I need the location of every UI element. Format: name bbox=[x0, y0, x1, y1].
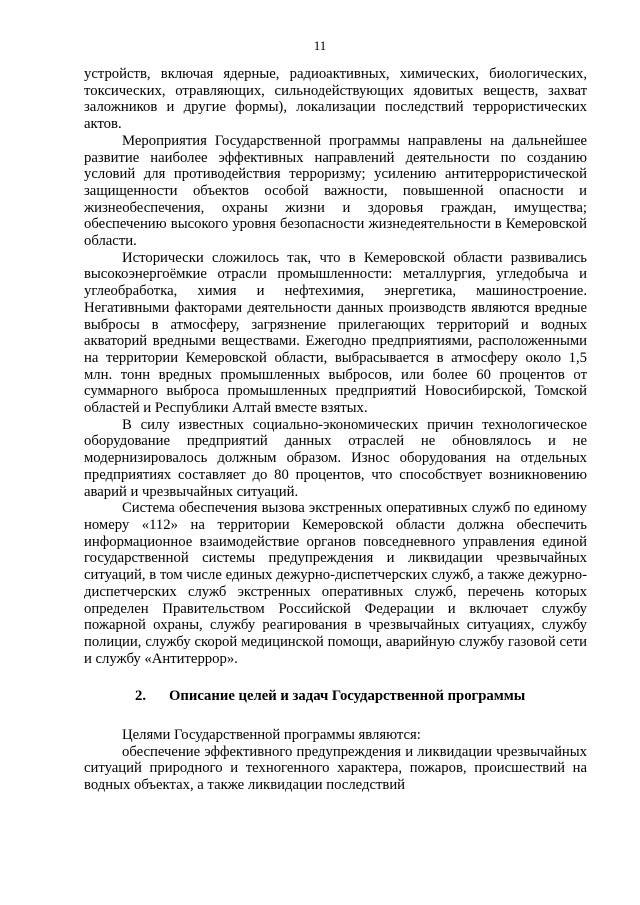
paragraph-industry: Исторически сложилось так, что в Кемеровской области развивались высокоэнергоёмкие отрасли промышленности: металлургия, угледобыча и углеобработка, химия и нефтехимия, энергетика, машиностроение. Негативными факторами деятельности данных производств являются вредные выбросы в атмосферу, загрязнение прилегающих территорий и водных акваторий вредными веществами. Ежегодно предприятиями, расположенными на территории Кемеровской области, выбрасывается в атмосферу около 1,5 млн. тонн вредных промышленных выбросов, или более 60 процентов от суммарного выброса промышленных предприятий Новосибирской, Томской областей и Республики Алтай вместе взятых. bbox=[84, 249, 587, 417]
body-text bbox=[84, 66, 587, 794]
page-number: 11 bbox=[313, 38, 327, 53]
section-heading bbox=[84, 688, 587, 705]
paragraph-goals-intro: Целями Государственной программы являются: bbox=[122, 727, 421, 744]
paragraph-program-measures: Мероприятия Государственной программы направлены на дальнейшее развитие наиболее эффективных направлений деятельности по созданию условий для противодействия терроризму; усилению антитеррористической защищенности объектов особой важности, повышенной опасности и жизнеобеспечения, охраны жизни и здоровья граждан, имущества; обеспечению высокого уровня безопасности жизнедеятельности в Кемеровской области. bbox=[84, 132, 587, 250]
paragraph-112-system: Система обеспечения вызова экстренных оперативных служб по единому номеру «112» на территории Кемеровской области должна обеспечить информационное взаимодействие органов повседневного управления единой государственной системы предупреждения и ликвидации чрезвычайных ситуаций, в том числе единых дежурно-диспетчерских служб, а также дежурно-диспетчерских служб экстренных оперативных служб, перечень которых определен Правительством Российской Федерации и включает службу пожарной охраны, службу реагирования в чрезвычайных ситуациях, службу полиции, службу скорой медицинской помощи, аварийную службу газовой сети и службу «Антитеррор». bbox=[84, 500, 587, 667]
section-number: 2. bbox=[135, 688, 147, 705]
paragraph-continuation: устройств, включая ядерные, радиоактивных, химических, биологических, токсических, отравляющих, сильнодействующих ядовитых веществ, захват заложников и другие формы), локализации последствий террористических актов. bbox=[84, 66, 587, 133]
paragraph-goal-1: обеспечение эффективного предупреждения и ликвидации чрезвычайных ситуаций природного и техногенного характера, пожаров, происшествий на водных объектах, а также ликвидации последствий bbox=[84, 743, 587, 794]
section-title: Описание целей и задач Государственной программы bbox=[169, 688, 526, 705]
paragraph-equipment: В силу известных социально-экономических причин технологическое оборудование предприятий данных отраслей не обновлялось и не модернизировалось должным образом. Износ оборудования на отдельных предприятиях составляет до 80 процентов, что способствует возникновению аварий и чрезвычайных ситуаций. bbox=[84, 416, 587, 500]
